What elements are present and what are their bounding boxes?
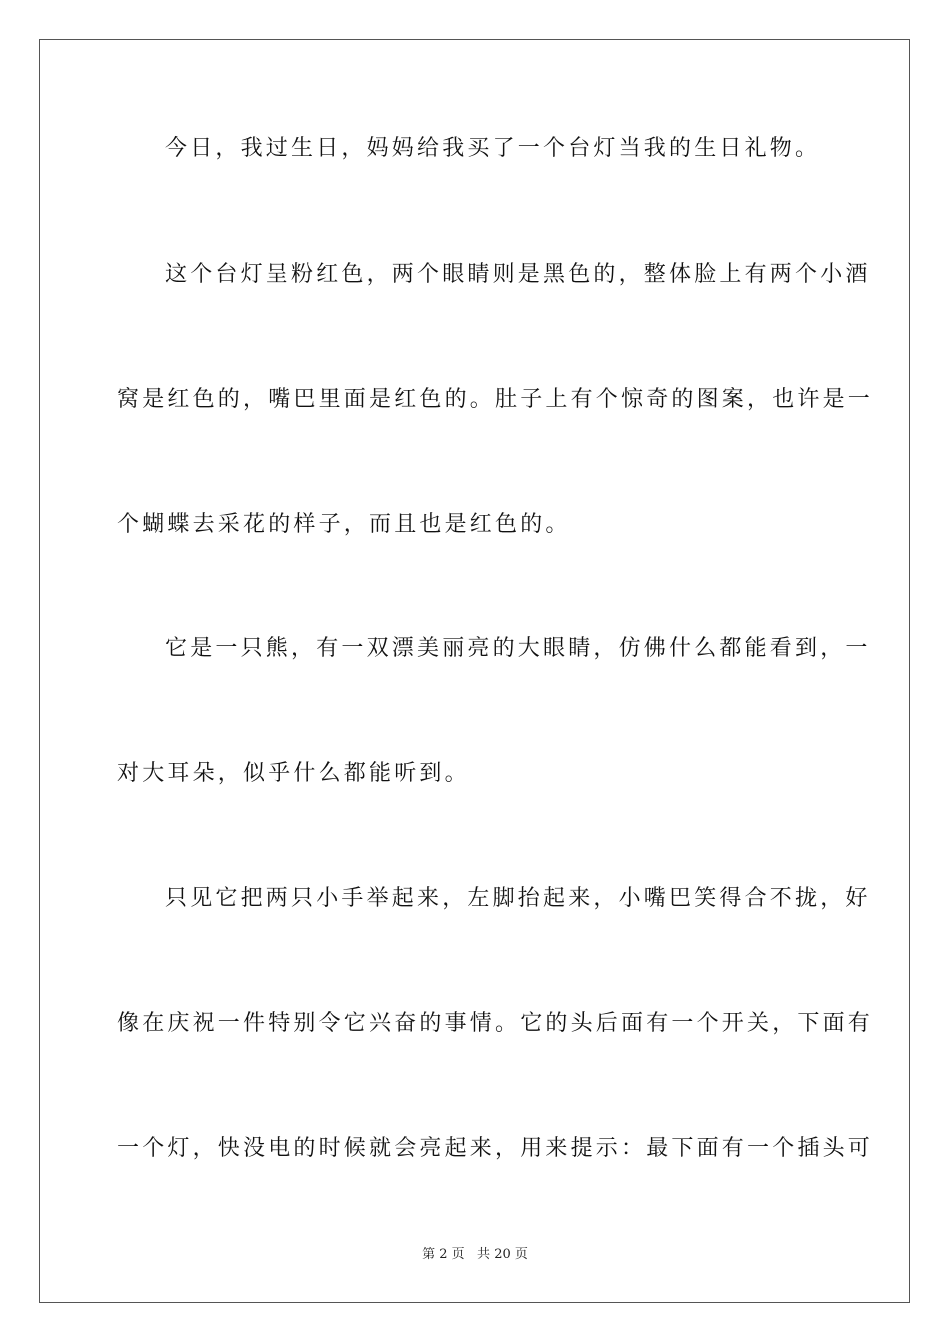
- paragraph-3-line-2: 对大耳朵，似乎什么都能听到。: [117, 761, 470, 786]
- paragraph-2-line-1: 这个台灯呈粉红色，两个眼睛则是黑色的，整体脸上有两个小酒: [165, 262, 871, 287]
- page-border: [39, 39, 910, 1303]
- paragraph-4-line-2: 像在庆祝一件特别令它兴奋的事情。它的头后面有一个开关，下面有: [117, 1011, 874, 1036]
- paragraph-4-line-3: 一个灯，快没电的时候就会亮起来，用来提示：最下面有一个插头可: [117, 1136, 874, 1161]
- paragraph-3-line-1: 它是一只熊，有一双漂美丽亮的大眼睛，仿佛什么都能看到，一: [165, 636, 871, 661]
- paragraph-2-line-3: 个蝴蝶去采花的样子，而且也是红色的。: [117, 512, 571, 537]
- paragraph-2-line-2: 窝是红色的，嘴巴里面是红色的。肚子上有个惊奇的图案，也许是一: [117, 387, 874, 412]
- page-number-footer: 第 2 页 共 20 页: [422, 1247, 528, 1262]
- paragraph-1-line-1: 今日，我过生日，妈妈给我买了一个台灯当我的生日礼物。: [165, 136, 821, 161]
- paragraph-4-line-1: 只见它把两只小手举起来，左脚抬起来，小嘴巴笑得合不拢，好: [165, 886, 871, 911]
